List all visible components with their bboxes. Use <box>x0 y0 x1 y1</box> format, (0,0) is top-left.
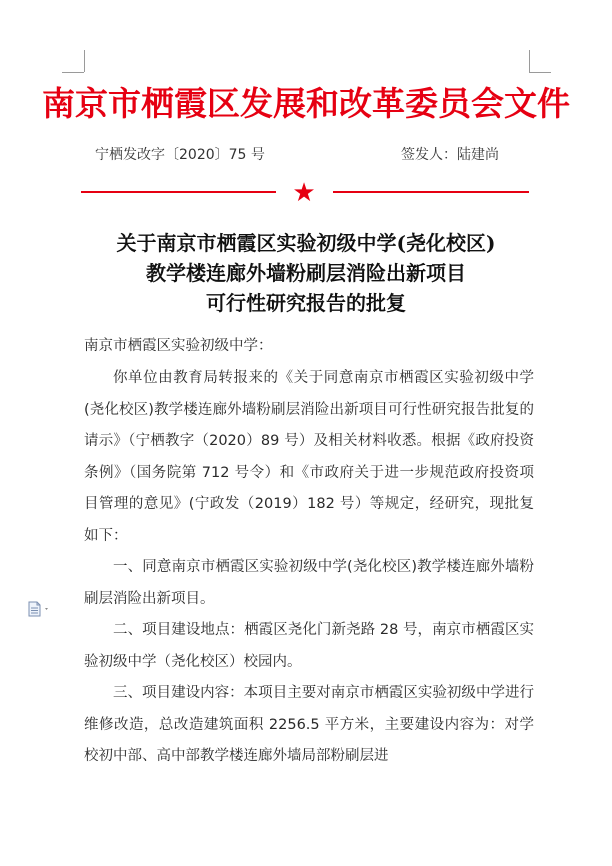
addressee-text: 南京市栖霞区实验初级中学： <box>84 338 273 354</box>
paragraph: 一、同意南京市栖霞区实验初级中学(尧化校区)教学楼连廊外墙粉刷层消险出新项目。 <box>84 559 534 607</box>
title-line-3: 可行性研究报告的批复 <box>206 291 406 315</box>
paragraph: 二、项目建设地点：栖霞区尧化门新尧路 28 号，南京市栖霞区实验初级中学（尧化校区）校园内。 <box>84 622 534 670</box>
red-star-icon: ★ <box>292 178 316 208</box>
crop-mark-top-left-v <box>84 50 85 72</box>
paragraph: 你单位由教育局转报来的《关于同意南京市栖霞区实验初级中学(尧化校区)教学楼连廊外墙粉刷层消险出新项目可行性研究报告批复的请示》（宁栖教字（2020）89 号）及相关材料收悉。根据《政府投资条例》（国务院第 712 号令）和《市政府关于进一步规范政府投资项目管理的意见》(宁政发（2019）182 号）等规定，经研究，现批复如下： <box>84 370 534 544</box>
red-divider-right <box>333 191 529 193</box>
addressee <box>84 331 534 363</box>
document-number: 宁栖发改字〔2020〕75 号 <box>95 147 265 163</box>
document-icon[interactable] <box>27 601 53 617</box>
crop-mark-top-right-h <box>529 72 551 73</box>
crop-mark-top-left-h <box>62 72 84 73</box>
issuer-header-title: 南京市栖霞区发展和改革委员会文件 <box>42 84 570 123</box>
crop-mark-top-right-v <box>529 50 530 72</box>
red-divider-left <box>81 191 276 193</box>
title-line-2: 教学楼连廊外墙粉刷层消险出新项目 <box>146 261 466 285</box>
body-paragraphs <box>84 363 534 773</box>
paragraph: 三、项目建设内容：本项目主要对南京市栖霞区实验初级中学进行维修改造，总改造建筑面积 2256.5 平方米，主要建设内容为：对学校初中部、高中部教学楼连廊外墙局部粉刷层进 <box>84 685 534 764</box>
document-title <box>0 228 612 318</box>
title-line-1: 关于南京市栖霞区实验初级中学(尧化校区) <box>116 231 496 255</box>
signer: 签发人：陆建尚 <box>401 147 499 163</box>
